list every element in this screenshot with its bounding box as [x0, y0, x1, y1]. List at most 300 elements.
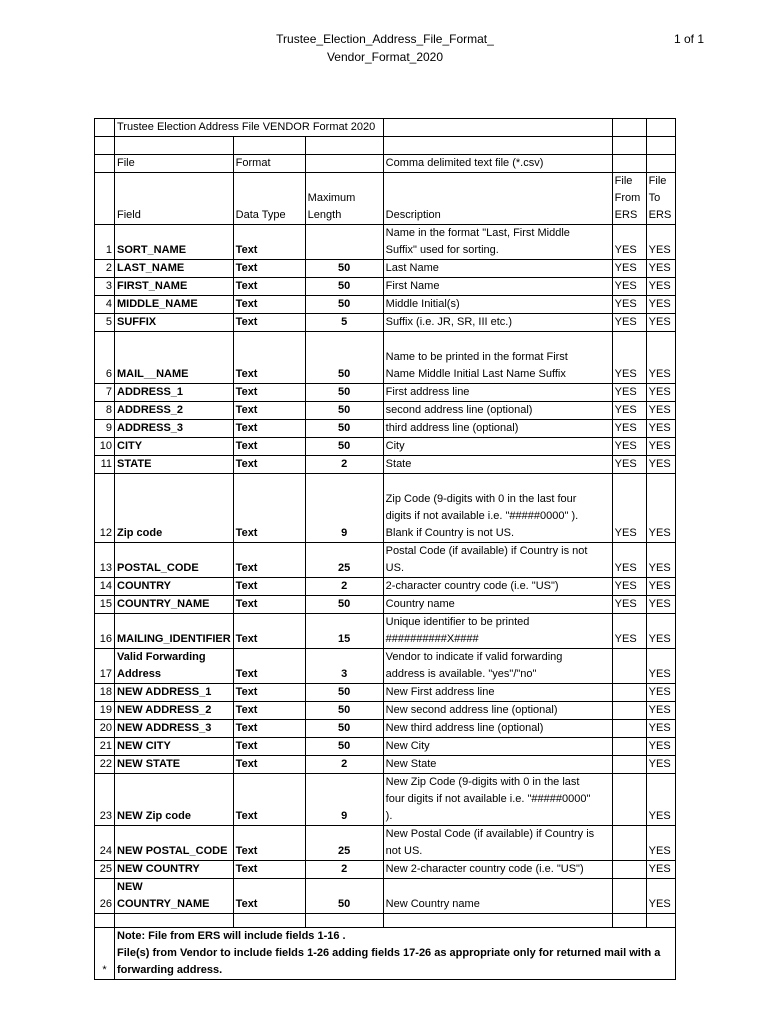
row-number: 14 — [95, 578, 115, 596]
max-length: 9 — [305, 474, 383, 543]
file-from-ers: YES — [612, 578, 646, 596]
table-row — [95, 278, 676, 296]
data-type: Text — [233, 225, 305, 260]
max-length: 50 — [305, 702, 383, 720]
field-name-line: COUNTRY_NAME — [117, 598, 210, 610]
max-length: 9 — [305, 774, 383, 826]
note-line-1: Note: File from ERS will include fields 1-16 . — [117, 930, 346, 942]
row-number: 26 — [95, 879, 115, 914]
max-length: 2 — [305, 578, 383, 596]
max-length: 2 — [305, 861, 383, 879]
file-from-ers — [612, 702, 646, 720]
description — [383, 720, 612, 738]
max-length: 5 — [305, 314, 383, 332]
table-row — [95, 402, 676, 420]
field-name-line: MAILING_IDENTIFIER — [117, 633, 231, 645]
file-from-ers: YES — [612, 260, 646, 278]
data-type: Text — [233, 596, 305, 614]
field-name-line: STATE — [117, 458, 152, 470]
description — [383, 402, 612, 420]
row-number: 4 — [95, 296, 115, 314]
field-name — [115, 314, 234, 332]
row-number: 7 — [95, 384, 115, 402]
field-name-line: SORT_NAME — [117, 244, 187, 256]
max-length: 50 — [305, 720, 383, 738]
field-name-line: LAST_NAME — [117, 262, 185, 274]
field-name-line: FIRST_NAME — [117, 280, 188, 292]
table-row — [95, 296, 676, 314]
table-row — [95, 738, 676, 756]
note-line-3: forwarding address. — [117, 964, 223, 976]
data-type: Text — [233, 614, 305, 649]
blank-row — [95, 137, 676, 155]
data-type: Text — [233, 774, 305, 826]
file-from-ers — [612, 756, 646, 774]
col-header-from-1: File — [614, 175, 633, 187]
description-line: 2-character country code (i.e. "US") — [385, 580, 559, 592]
max-length: 15 — [305, 614, 383, 649]
col-header-description: Description — [383, 173, 612, 225]
description-line: Blank if Country is not US. — [385, 527, 515, 539]
table-row — [95, 420, 676, 438]
description-line: New Country name — [385, 898, 480, 910]
file-to-ers: YES — [646, 456, 675, 474]
table-row — [95, 438, 676, 456]
table-row — [95, 826, 676, 861]
field-name — [115, 596, 234, 614]
file-from-ers — [612, 738, 646, 756]
field-name-line: Zip code — [117, 527, 163, 539]
description-line: Suffix" used for sorting. — [385, 244, 499, 256]
field-name — [115, 384, 234, 402]
file-from-ers — [612, 684, 646, 702]
max-length: 50 — [305, 879, 383, 914]
note-line-2: File(s) from Vendor to include fields 1-26 adding fields 17-26 as appropriate only for returned mail with a — [117, 947, 661, 959]
col-header-from-2: From — [614, 192, 641, 204]
file-to-ers: YES — [646, 578, 675, 596]
row-number: 13 — [95, 543, 115, 578]
data-type: Text — [233, 702, 305, 720]
col-header-to-1: File — [648, 175, 667, 187]
table-row — [95, 649, 676, 684]
row-number: 5 — [95, 314, 115, 332]
file-to-ers: YES — [646, 649, 675, 684]
col-header-file-to-ers — [646, 173, 675, 225]
table-row — [95, 260, 676, 278]
file-to-ers: YES — [646, 438, 675, 456]
file-from-ers: YES — [612, 596, 646, 614]
field-name-line: Valid Forwarding — [117, 651, 206, 663]
col-header-from-3: ERS — [614, 209, 638, 221]
data-type: Text — [233, 649, 305, 684]
table-row — [95, 702, 676, 720]
blank-row-before-note — [95, 914, 676, 928]
col-header-field: Field — [115, 173, 234, 225]
format-value: Comma delimited text file (*.csv) — [383, 155, 612, 173]
format-label: Format — [233, 155, 305, 173]
row-number: 22 — [95, 756, 115, 774]
data-type: Text — [233, 861, 305, 879]
row-number: 21 — [95, 738, 115, 756]
description-line: ). — [385, 810, 393, 822]
file-to-ers: YES — [646, 614, 675, 649]
field-name — [115, 278, 234, 296]
col-header-max-length — [305, 173, 383, 225]
description-line: address is available. "yes"/"no" — [385, 668, 537, 680]
data-type: Text — [233, 543, 305, 578]
file-to-ers: YES — [646, 474, 675, 543]
format-row — [95, 155, 676, 173]
description — [383, 225, 612, 260]
description-line: Name Middle Initial Last Name Suffix — [385, 368, 566, 380]
description-line: not US. — [385, 845, 423, 857]
field-name — [115, 879, 234, 914]
max-length: 50 — [305, 402, 383, 420]
description-line: Unique identifier to be printed — [385, 616, 530, 628]
table-row — [95, 774, 676, 826]
data-type: Text — [233, 684, 305, 702]
file-from-ers — [612, 826, 646, 861]
table-row — [95, 456, 676, 474]
field-name-line: NEW ADDRESS_3 — [117, 722, 212, 734]
file-to-ers: YES — [646, 861, 675, 879]
spreadsheet-table — [94, 118, 676, 980]
data-type: Text — [233, 738, 305, 756]
field-name — [115, 260, 234, 278]
field-name — [115, 402, 234, 420]
col-header-to-3: ERS — [648, 209, 672, 221]
field-name-line: ADDRESS_1 — [117, 386, 184, 398]
field-name — [115, 474, 234, 543]
field-name — [115, 702, 234, 720]
description-line: four digits if not available i.e. "#####0000" — [385, 793, 591, 805]
description — [383, 438, 612, 456]
file-to-ers: YES — [646, 296, 675, 314]
field-name-line: NEW STATE — [117, 758, 181, 770]
row-number: 6 — [95, 332, 115, 384]
table-row — [95, 332, 676, 384]
data-type: Text — [233, 384, 305, 402]
spreadsheet-body — [95, 119, 676, 225]
field-rows — [95, 225, 676, 914]
description — [383, 596, 612, 614]
description-line: Zip Code (9-digits with 0 in the last four — [385, 493, 577, 505]
description — [383, 649, 612, 684]
description-line: New third address line (optional) — [385, 722, 544, 734]
row-number: 25 — [95, 861, 115, 879]
file-to-ers: YES — [646, 260, 675, 278]
table-row — [95, 861, 676, 879]
description — [383, 738, 612, 756]
file-from-ers: YES — [612, 314, 646, 332]
description — [383, 861, 612, 879]
file-from-ers: YES — [612, 278, 646, 296]
description — [383, 543, 612, 578]
column-header-row — [95, 173, 676, 225]
max-length: 50 — [305, 332, 383, 384]
field-name-line: NEW Zip code — [117, 810, 191, 822]
file-from-ers — [612, 720, 646, 738]
file-from-ers: YES — [612, 614, 646, 649]
field-name — [115, 578, 234, 596]
col-header-max-length-2: Length — [307, 209, 342, 221]
file-from-ers — [612, 879, 646, 914]
description-line: US. — [385, 562, 405, 574]
file-to-ers: YES — [646, 879, 675, 914]
max-length — [305, 225, 383, 260]
description — [383, 702, 612, 720]
description-line: digits if not available i.e. "#####0000" ). — [385, 510, 579, 522]
description-line: Last Name — [385, 262, 439, 274]
sheet-title: Trustee Election Address File VENDOR Format 2020 — [115, 119, 384, 137]
max-length: 50 — [305, 438, 383, 456]
row-number: 1 — [95, 225, 115, 260]
max-length: 50 — [305, 278, 383, 296]
description — [383, 774, 612, 826]
file-from-ers: YES — [612, 438, 646, 456]
description — [383, 278, 612, 296]
file-label: File — [115, 155, 234, 173]
description-line: New second address line (optional) — [385, 704, 558, 716]
field-name — [115, 861, 234, 879]
max-length: 50 — [305, 738, 383, 756]
description — [383, 826, 612, 861]
file-to-ers: YES — [646, 225, 675, 260]
description-line: Postal Code (if available) if Country is not — [385, 545, 588, 557]
description-line: third address line (optional) — [385, 422, 519, 434]
row-number: 10 — [95, 438, 115, 456]
data-type: Text — [233, 438, 305, 456]
data-type: Text — [233, 720, 305, 738]
field-name — [115, 826, 234, 861]
description-line: Name to be printed in the format First — [385, 351, 568, 363]
file-from-ers: YES — [612, 402, 646, 420]
row-number: 19 — [95, 702, 115, 720]
field-name — [115, 420, 234, 438]
file-from-ers: YES — [612, 456, 646, 474]
file-from-ers: YES — [612, 543, 646, 578]
sheet-title-row — [95, 119, 676, 137]
file-to-ers: YES — [646, 314, 675, 332]
max-length: 3 — [305, 649, 383, 684]
max-length: 2 — [305, 756, 383, 774]
table-row — [95, 578, 676, 596]
file-to-ers: YES — [646, 720, 675, 738]
table-row — [95, 879, 676, 914]
description-line: New City — [385, 740, 430, 752]
description — [383, 578, 612, 596]
description-line: New 2-character country code (i.e. "US") — [385, 863, 584, 875]
document-title-line-1: Trustee_Election_Address_File_Format_ — [276, 32, 494, 46]
page-indicator: 1 of 1 — [673, 32, 704, 46]
file-to-ers: YES — [646, 543, 675, 578]
field-name — [115, 684, 234, 702]
file-to-ers: YES — [646, 278, 675, 296]
row-number: 2 — [95, 260, 115, 278]
file-to-ers: YES — [646, 420, 675, 438]
table-row — [95, 384, 676, 402]
description-line: Name in the format "Last, First Middle — [385, 227, 570, 239]
row-number: 23 — [95, 774, 115, 826]
description-line: State — [385, 458, 412, 470]
field-name-line: NEW CITY — [117, 740, 171, 752]
max-length: 50 — [305, 596, 383, 614]
description — [383, 756, 612, 774]
data-type: Text — [233, 296, 305, 314]
field-name-line: NEW POSTAL_CODE — [117, 845, 228, 857]
file-from-ers: YES — [612, 296, 646, 314]
field-name-line: ADDRESS_2 — [117, 404, 184, 416]
description-line — [386, 332, 610, 349]
field-name-line: POSTAL_CODE — [117, 562, 199, 574]
note-row — [95, 928, 676, 980]
data-type: Text — [233, 402, 305, 420]
table-row — [95, 314, 676, 332]
max-length: 50 — [305, 684, 383, 702]
data-type: Text — [233, 314, 305, 332]
description — [383, 296, 612, 314]
description-line: New State — [385, 758, 437, 770]
file-to-ers: YES — [646, 702, 675, 720]
data-type: Text — [233, 332, 305, 384]
field-name — [115, 720, 234, 738]
document-title-line-2: Vendor_Format_2020 — [326, 50, 444, 64]
table-row — [95, 596, 676, 614]
description-line — [386, 474, 610, 491]
col-header-to-2: To — [648, 192, 661, 204]
file-from-ers — [612, 861, 646, 879]
col-header-file-from-ers — [612, 173, 646, 225]
file-to-ers: YES — [646, 756, 675, 774]
data-type: Text — [233, 578, 305, 596]
table-row — [95, 474, 676, 543]
file-to-ers: YES — [646, 826, 675, 861]
file-to-ers: YES — [646, 738, 675, 756]
field-name — [115, 738, 234, 756]
col-header-max-length-1: Maximum — [307, 192, 356, 204]
data-type: Text — [233, 278, 305, 296]
row-number: 15 — [95, 596, 115, 614]
file-from-ers — [612, 649, 646, 684]
description — [383, 384, 612, 402]
row-number: 3 — [95, 278, 115, 296]
field-name — [115, 332, 234, 384]
table-row — [95, 543, 676, 578]
data-type: Text — [233, 826, 305, 861]
file-from-ers: YES — [612, 225, 646, 260]
file-from-ers: YES — [612, 420, 646, 438]
description-line: Suffix (i.e. JR, SR, III etc.) — [385, 316, 512, 328]
max-length: 50 — [305, 260, 383, 278]
max-length: 50 — [305, 296, 383, 314]
description-line: New First address line — [385, 686, 495, 698]
row-number: 12 — [95, 474, 115, 543]
table-row — [95, 225, 676, 260]
row-number: 17 — [95, 649, 115, 684]
max-length: 2 — [305, 456, 383, 474]
field-name-line: NEW COUNTRY — [117, 863, 200, 875]
field-name-line: SUFFIX — [117, 316, 157, 328]
table-row — [95, 756, 676, 774]
field-name — [115, 296, 234, 314]
data-type: Text — [233, 420, 305, 438]
description — [383, 420, 612, 438]
description — [383, 474, 612, 543]
field-name-line: NEW ADDRESS_1 — [117, 686, 212, 698]
field-name-line: CITY — [117, 440, 143, 452]
description — [383, 332, 612, 384]
file-to-ers: YES — [646, 402, 675, 420]
data-type: Text — [233, 756, 305, 774]
field-name — [115, 774, 234, 826]
description — [383, 879, 612, 914]
max-length: 50 — [305, 420, 383, 438]
max-length: 50 — [305, 384, 383, 402]
description-line: City — [385, 440, 405, 452]
document-title — [160, 30, 610, 66]
data-type: Text — [233, 260, 305, 278]
description-line: second address line (optional) — [385, 404, 533, 416]
file-to-ers: YES — [646, 596, 675, 614]
note-text — [115, 928, 676, 980]
field-name — [115, 614, 234, 649]
file-to-ers: YES — [646, 384, 675, 402]
col-header-data-type: Data Type — [233, 173, 305, 225]
description-line: First address line — [385, 386, 470, 398]
field-name — [115, 543, 234, 578]
field-name-line: NEW ADDRESS_2 — [117, 704, 212, 716]
file-to-ers: YES — [646, 774, 675, 826]
table-row — [95, 614, 676, 649]
description-line: Middle Initial(s) — [385, 298, 460, 310]
field-name-line: COUNTRY — [117, 580, 171, 592]
field-name — [115, 438, 234, 456]
description — [383, 260, 612, 278]
file-from-ers: YES — [612, 474, 646, 543]
note-star: * — [95, 928, 115, 980]
description — [383, 456, 612, 474]
data-type: Text — [233, 879, 305, 914]
description-line: ##########X#### — [385, 633, 479, 645]
field-name — [115, 649, 234, 684]
file-from-ers: YES — [612, 384, 646, 402]
field-name — [115, 225, 234, 260]
max-length: 25 — [305, 543, 383, 578]
description — [383, 314, 612, 332]
max-length: 25 — [305, 826, 383, 861]
file-to-ers: YES — [646, 332, 675, 384]
data-type: Text — [233, 474, 305, 543]
field-name-line: Address — [117, 668, 162, 680]
field-name — [115, 756, 234, 774]
file-to-ers: YES — [646, 684, 675, 702]
description-line: First Name — [385, 280, 440, 292]
data-type: Text — [233, 456, 305, 474]
file-from-ers — [612, 774, 646, 826]
field-name-line: MIDDLE_NAME — [117, 298, 198, 310]
description — [383, 684, 612, 702]
field-name-line: MAIL__NAME — [117, 368, 189, 380]
row-number: 16 — [95, 614, 115, 649]
description-line: Country name — [385, 598, 455, 610]
footer-section — [95, 914, 676, 980]
field-name — [115, 456, 234, 474]
description-line: New Postal Code (if available) if Country is — [385, 828, 595, 840]
field-name-line: ADDRESS_3 — [117, 422, 184, 434]
row-number: 11 — [95, 456, 115, 474]
description — [383, 614, 612, 649]
field-name-line: NEW — [117, 881, 143, 893]
